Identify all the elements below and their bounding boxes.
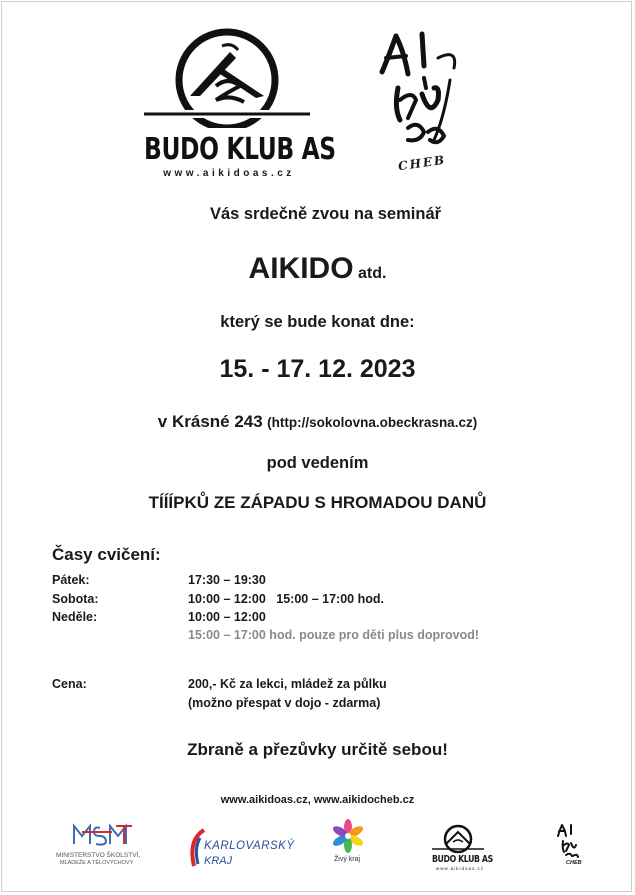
schedule-times-friday: 17:30 – 19:30 <box>188 573 266 587</box>
aikido-cheb-small-logo <box>556 822 586 870</box>
karlovarsky-kraj-kraj: KRAJ <box>204 855 233 867</box>
venue-url: (http://sokolovna.obeckrasna.cz) <box>267 415 478 430</box>
cheb-label: CHEB <box>397 152 447 174</box>
schedule-day-sunday: Neděle: <box>52 610 98 624</box>
venue <box>0 412 635 432</box>
msmt-label-line1: MINISTERSTVO ŠKOLSTVÍ, <box>56 852 141 859</box>
venue-label: v Krásné 243 <box>157 412 263 431</box>
schedule-day-friday: Pátek: <box>52 573 90 587</box>
instructors: TÍÍÍPKŮ ZE ZÁPADU S HROMADOU DANŮ <box>148 493 487 512</box>
karlovarsky-kraj-name: KARLOVARSKÝ <box>204 840 295 852</box>
msmt-logo <box>52 822 142 872</box>
budo-klub-url: www.aikidoas.cz <box>163 168 295 179</box>
schedule-children-note: 15:00 – 17:00 hod. pouze pro děti plus doprovod! <box>188 628 480 642</box>
budo-klub-logo <box>140 28 336 188</box>
led-by: pod vedením <box>266 454 369 472</box>
budo-klub-small-name: BUDO KLUB AS <box>432 854 493 865</box>
karlovarsky-kraj-logo <box>186 826 296 872</box>
schedule-heading: Časy cvičení: <box>52 545 161 564</box>
msmt-label-line2: MLÁDEŽE A TĚLOVÝCHOVY <box>60 860 134 866</box>
invite-line: Vás srdečně zvou na seminář <box>209 205 442 223</box>
aikido-cheb-small-calligraphy-icon <box>556 822 586 862</box>
budo-klub-emblem-icon <box>140 28 320 128</box>
budo-klub-name: BUDO KLUB AS <box>144 132 336 167</box>
schedule-times-saturday: 10:00 – 12:00 15:00 – 17:00 hod. <box>188 592 384 606</box>
price-note: (možno přespat v dojo - zdarma) <box>188 696 381 710</box>
price-label: Cena: <box>52 677 87 691</box>
date-intro: který se bude konat dne: <box>220 313 415 331</box>
cheb-small-label: CHEB <box>566 860 582 866</box>
msmt-emblem-icon <box>52 822 142 850</box>
aikido-cheb-logo <box>378 28 468 178</box>
zivy-kraj-flower-icon <box>330 818 366 854</box>
footer-websites[interactable]: www.aikidoas.cz, www.aikidocheb.cz <box>220 794 415 806</box>
budo-klub-small-logo <box>428 824 493 872</box>
zivy-kraj-logo <box>326 818 370 868</box>
zivy-kraj-label: Živý kraj <box>334 856 361 863</box>
price-value: 200,- Kč za lekci, mládež za půlku <box>188 677 387 691</box>
schedule-times-sunday: 10:00 – 12:00 <box>188 610 266 624</box>
event-title <box>0 252 635 286</box>
schedule-day-saturday: Sobota: <box>52 592 99 606</box>
event-date: 15. - 17. 12. 2023 <box>219 355 416 383</box>
budo-klub-small-emblem-icon <box>428 824 488 854</box>
event-title-main: AIKIDO <box>248 252 354 285</box>
budo-klub-small-url: www.aikidoas.cz <box>436 866 485 871</box>
event-title-suffix: atd. <box>358 265 387 282</box>
aikido-cheb-calligraphy-icon <box>378 28 468 158</box>
reminder: Zbraně a přezůvky určitě sebou! <box>187 740 448 759</box>
